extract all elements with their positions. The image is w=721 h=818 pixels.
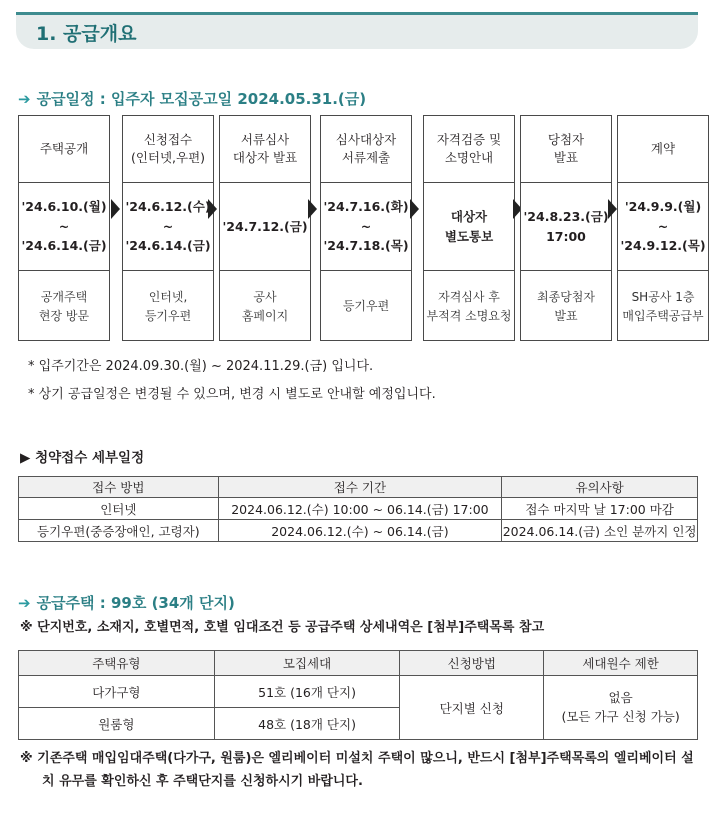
step-note: 자격심사 후 부적격 소명요청: [426, 289, 512, 323]
chevron-right-icon: [308, 199, 317, 219]
supply-table: [18, 650, 698, 740]
column-header: 접수 방법: [19, 477, 219, 498]
step-note: SH공사 1층 매입주택공급부: [622, 289, 704, 323]
section-title: 1. 공급개요: [36, 23, 137, 45]
step-note: 공개주택 현장 방문: [38, 289, 90, 323]
step-title: 심사대상자 서류제출: [321, 116, 411, 183]
table-cell: 등기우편(중증장애인, 고령자): [19, 520, 219, 542]
detail-heading: ▶ 청약접수 세부일정: [20, 450, 145, 466]
chevron-right-icon: [208, 199, 217, 219]
footer-note: ※ 기존주택 매입임대주택(다가구, 원룸)은 엘리베이터 미설치 주택이 많으니, 반드시 [첨부]주택목록의 엘리베이터 설치 유무를 확인하신 후 주택단지를 신청하시기 바랍니다.: [20, 751, 694, 789]
step-date: '24.9.9.(월) ~ '24.9.12.(목): [618, 183, 708, 271]
section-header: [16, 12, 698, 49]
schedule-heading: [18, 88, 366, 109]
step-title: 주택공개: [19, 116, 109, 183]
supply-note: ※ 단지번호, 소재지, 호별면적, 호별 임대조건 등 공급주택 상세내역은 [첨부]주택목록 참고: [20, 620, 545, 635]
step-date: '24.8.23.(금) 17:00: [521, 183, 611, 271]
step-date: '24.6.10.(월) ~ '24.6.14.(금): [19, 183, 109, 271]
supply-heading-text: 공급주택 : 99호 (34개 단지): [36, 594, 235, 612]
supply-heading: [18, 592, 235, 613]
table-cell: 51호 (16개 단지): [214, 676, 400, 708]
chevron-right-icon: [410, 199, 419, 219]
schedule-note: * 상기 공급일정은 변경될 수 있으며, 변경 시 별도로 안내할 예정입니다.: [28, 387, 436, 402]
detail-table: [18, 476, 698, 542]
table-cell: 2024.06.12.(수) 10:00 ~ 06.14.(금) 17:00: [218, 498, 502, 520]
column-header: 모집세대: [214, 651, 400, 676]
table-cell: 인터넷: [19, 498, 219, 520]
table-cell: 원룸형: [19, 708, 215, 740]
step-date: '24.7.12.(금): [220, 183, 310, 271]
step-note: 공사 홈페이지: [241, 289, 289, 323]
table-cell: 2024.06.12.(수) ~ 06.14.(금): [218, 520, 502, 542]
step-title: 신청접수 (인터넷,우편): [123, 116, 213, 183]
table-row: [19, 676, 698, 708]
step-note: 인터넷, 등기우편: [144, 289, 192, 323]
application-method-cell: 단지별 신청: [400, 676, 544, 740]
schedule-step: [320, 115, 412, 341]
table-header-row: [19, 651, 698, 676]
schedule-heading-text: 공급일정 : 입주자 모집공고일 2024.05.31.(금): [36, 90, 367, 108]
column-header: 접수 기간: [218, 477, 502, 498]
step-date: '24.7.16.(화) ~ '24.7.18.(목): [321, 183, 411, 271]
schedule-step: [219, 115, 311, 341]
step-note: 최종당첨자 발표: [537, 289, 595, 323]
schedule-step: [520, 115, 612, 341]
table-cell: 접수 마지막 날 17:00 마감: [502, 498, 698, 520]
step-title: 서류심사 대상자 발표: [220, 116, 310, 183]
household-limit-cell: 없음 (모든 가구 신청 가능): [544, 676, 698, 740]
chevron-right-icon: [111, 199, 120, 219]
arrow-right-icon: ➔: [18, 594, 31, 612]
column-header: 신청방법: [400, 651, 544, 676]
column-header: 주택유형: [19, 651, 215, 676]
table-row: [19, 520, 698, 542]
step-note: 등기우편: [342, 299, 390, 314]
chevron-right-icon: [608, 199, 617, 219]
column-header: 세대원수 제한: [544, 651, 698, 676]
table-header-row: [19, 477, 698, 498]
schedule-step: [617, 115, 709, 341]
table-row: [19, 498, 698, 520]
table-cell: 2024.06.14.(금) 소인 분까지 인정: [502, 520, 698, 542]
step-date: 대상자 별도통보: [424, 183, 514, 271]
table-cell: 다가구형: [19, 676, 215, 708]
column-header: 유의사항: [502, 477, 698, 498]
step-title: 계약: [618, 116, 708, 183]
schedule-step: [423, 115, 515, 341]
schedule-step: [18, 115, 110, 341]
step-date: '24.6.12.(수) ~ '24.6.14.(금): [123, 183, 213, 271]
schedule-step: [122, 115, 214, 341]
step-title: 당첨자 발표: [521, 116, 611, 183]
table-cell: 48호 (18개 단지): [214, 708, 400, 740]
step-title: 자격검증 및 소명안내: [424, 116, 514, 183]
schedule-note: * 입주기간은 2024.09.30.(월) ~ 2024.11.29.(금) 입니다.: [28, 359, 374, 374]
arrow-right-icon: ➔: [18, 90, 31, 108]
